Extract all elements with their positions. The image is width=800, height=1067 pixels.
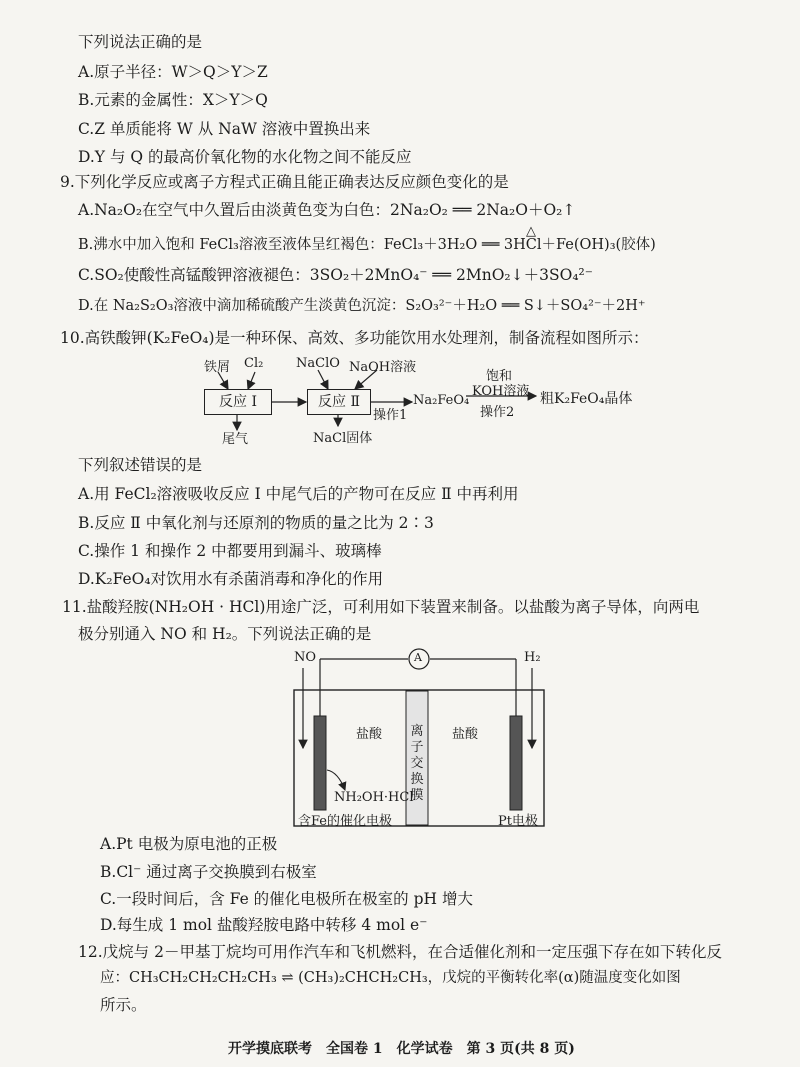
- input-iron-filings: 铁屑: [204, 360, 231, 375]
- input-chlorine: Cl₂: [244, 356, 264, 371]
- q10-option-a: A.用 FeCl₂溶液吸收反应 I 中尾气后的产物可在反应 Ⅱ 中再利用: [78, 485, 519, 503]
- q11-stem-line2: 极分别通入 NO 和 H₂。下列说法正确的是: [78, 625, 372, 643]
- reagent-saturated-label: 饱和: [486, 369, 513, 384]
- left-electrode-label: 含Fe的催化电极: [298, 814, 393, 829]
- na2feo4-label: Na₂FeO₄: [413, 393, 470, 408]
- nacl-solid-label: NaCl固体: [313, 431, 373, 446]
- right-solution-label: 盐酸: [452, 727, 479, 742]
- q11-option-d: D.每生成 1 mol 盐酸羟胺电路中转移 4 mol e⁻: [100, 916, 428, 934]
- q8-option-c: C.Z 单质能将 W 从 NaW 溶液中置换出来: [78, 120, 371, 138]
- right-electrode-label: Pt电极: [498, 814, 538, 829]
- q12-line1: 12.戊烷与 2－甲基丁烷均可用作汽车和飞机燃料，在合适催化剂和一定压强下存在如下转化反: [78, 943, 722, 961]
- operation-1-label: 操作1: [373, 408, 408, 423]
- q10-option-b: B.反应 Ⅱ 中氧化剂与还原剂的物质的量之比为 2∶3: [78, 514, 434, 532]
- q8-option-b: B.元素的金属性：X＞Y＞Q: [78, 91, 268, 109]
- q8-option-a: A.原子半径：W＞Q＞Y＞Z: [78, 63, 268, 81]
- q11-option-a: A.Pt 电极为原电池的正极: [100, 835, 278, 853]
- q9-stem: 9.下列化学反应或离子方程式正确且能正确表达反应颜色变化的是: [60, 173, 509, 191]
- heat-symbol: △: [526, 224, 536, 239]
- q8-option-d: D.Y 与 Q 的最高价氧化物的水化物之间不能反应: [78, 148, 412, 166]
- reaction-2-box: 反应 Ⅱ: [307, 389, 371, 415]
- q10-stem: 10.高铁酸钾(K₂FeO₄)是一种环保、高效、多功能饮用水处理剂，制备流程如图所示：: [60, 329, 649, 347]
- q9-option-c: C.SO₂使酸性高锰酸钾溶液褪色：3SO₂＋2MnO₄⁻ ══ 2MnO₂↓＋3SO₄²⁻: [78, 266, 593, 284]
- reaction-1-box: 反应 I: [204, 389, 272, 415]
- q9-option-b: B.沸水中加入饱和 FeCl₃溶液至液体呈红褐色：FeCl₃＋3H₂O ══ 3HCl＋Fe(OH)₃(胶体): [78, 237, 656, 253]
- q11-stem-line1: 11.盐酸羟胺(NH₂OH · HCl)用途广泛，可利用如下装置来制备。以盐酸为离子导体，向两电: [62, 598, 700, 616]
- q10-option-c: C.操作 1 和操作 2 中都要用到漏斗、玻璃棒: [78, 542, 382, 560]
- q9-option-a: A.Na₂O₂在空气中久置后由淡黄色变为白色：2Na₂O₂ ══ 2Na₂O＋O₂↑: [78, 201, 576, 219]
- page-footer: 开学摸底联考 全国卷 1 化学试卷 第 3 页(共 8 页): [228, 1041, 575, 1057]
- ammeter-icon: A: [414, 651, 422, 664]
- reagent-koh-label: KOH溶液: [472, 384, 530, 399]
- operation-2-label: 操作2: [480, 405, 515, 420]
- q11-option-b: B.Cl⁻ 通过离子交换膜到右极室: [100, 863, 317, 881]
- q8-stem: 下列说法正确的是: [78, 33, 203, 51]
- q9-option-d: D.在 Na₂S₂O₃溶液中滴加稀硫酸产生淡黄色沉淀：S₂O₃²⁻＋H₂O ══ S↓＋SO₄²⁻＋2H⁺: [78, 298, 646, 314]
- input-naoh: NaOH溶液: [349, 360, 417, 375]
- product-label: NH₂OH·HCl: [334, 790, 414, 805]
- membrane-label: 离子交换膜: [410, 724, 424, 803]
- input-naclo: NaClO: [296, 356, 340, 371]
- q10-sub-stem: 下列叙述错误的是: [78, 456, 203, 474]
- gas-no-label: NO: [294, 650, 317, 665]
- q11-option-c: C.一段时间后，含 Fe 的催化电极所在极室的 pH 增大: [100, 890, 473, 908]
- left-solution-label: 盐酸: [356, 727, 383, 742]
- q12-line2: 应：CH₃CH₂CH₂CH₂CH₃ ⇌ (CH₃)₂CHCH₂CH₃，戊烷的平衡转化率(α)随温度变化如图: [100, 970, 681, 986]
- gas-h2-label: H₂: [524, 650, 541, 665]
- tail-gas-label: 尾气: [222, 432, 249, 447]
- q12-line3: 所示。: [100, 996, 147, 1014]
- q10-option-d: D.K₂FeO₄对饮用水有杀菌消毒和净化的作用: [78, 570, 384, 588]
- crude-k2feo4-label: 粗K₂FeO₄晶体: [540, 391, 633, 407]
